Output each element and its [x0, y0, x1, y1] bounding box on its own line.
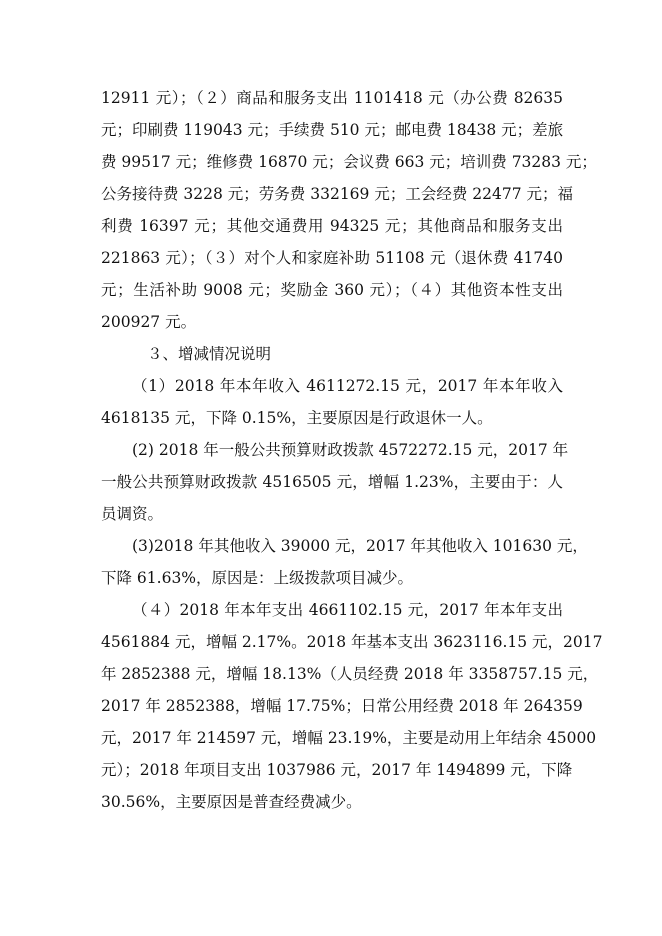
text-line: 200927 元。	[101, 313, 197, 331]
text-line: 年 2852388 元，增幅 18.13%（人员经费 2018 年 3358757.15 元，	[101, 665, 599, 683]
text-line: 12911 元）；（２）商品和服务支出 1101418 元（办公费 82635	[101, 89, 563, 107]
text-line: （４）2018 年本年支出 4661102.15 元，2017 年本年支出	[132, 601, 563, 619]
text-line: 员调资。	[101, 505, 164, 523]
expenditure-breakdown-paragraph	[101, 82, 597, 338]
text-line: 费 99517 元；维修费 16870 元；会议费 663 元；培训费 73283 元；	[101, 153, 597, 171]
text-line: 4618135 元，下降 0.15%，主要原因是行政退休一人。	[101, 409, 493, 427]
budget-appropriation-paragraph	[101, 434, 569, 530]
other-income-paragraph	[101, 530, 588, 594]
text-line: 元）；2018 年项目支出 1037986 元，2017 年 1494899 元，下降	[101, 761, 573, 779]
text-line: 利费 16397 元；其他交通费用 94325 元；其他商品和服务支出	[101, 217, 563, 235]
expenditure-change-paragraph	[101, 594, 603, 818]
text-line: 30.56%，主要原因是普查经费减少。	[101, 793, 362, 811]
income-change-paragraph	[101, 370, 563, 434]
text-line: 元；印刷费 119043 元；手续费 510 元；邮电费 18438 元；差旅	[101, 121, 564, 139]
text-line: 下降 61.63%，原因是：上级拨款项目减少。	[101, 569, 414, 587]
section-heading-text: ３、增减情况说明	[147, 345, 272, 363]
text-line: 2017 年 2852388，增幅 17.75%；日常公用经费 2018 年 264359	[101, 697, 583, 715]
text-line: 元，2017 年 214597 元，增幅 23.19%，主要是动用上年结余 45000	[101, 729, 597, 747]
text-line: 4561884 元，增幅 2.17%。2018 年基本支出 3623116.15 元，2017	[101, 633, 603, 651]
text-line: 公务接待费 3228 元；劳务费 332169 元；工会经费 22477 元；福	[101, 185, 573, 203]
text-line: 元；生活补助 9008 元；奖励金 360 元）；（４）其他资本性支出	[101, 281, 563, 299]
section-heading	[101, 338, 563, 370]
text-line: 一般公共预算财政拨款 4516505 元，增幅 1.23%，主要由于：人	[101, 473, 563, 491]
document-body	[101, 82, 603, 818]
text-line: (3)2018 年其他收入 39000 元，2017 年其他收入 101630 元，	[132, 537, 588, 555]
text-line: (2) 2018 年一般公共预算财政拨款 4572272.15 元，2017 年	[132, 441, 569, 459]
text-line: 221863 元）；（３）对个人和家庭补助 51108 元（退休费 41740	[101, 249, 563, 267]
text-line: （1）2018 年本年收入 4611272.15 元，2017 年本年收入	[132, 377, 563, 395]
